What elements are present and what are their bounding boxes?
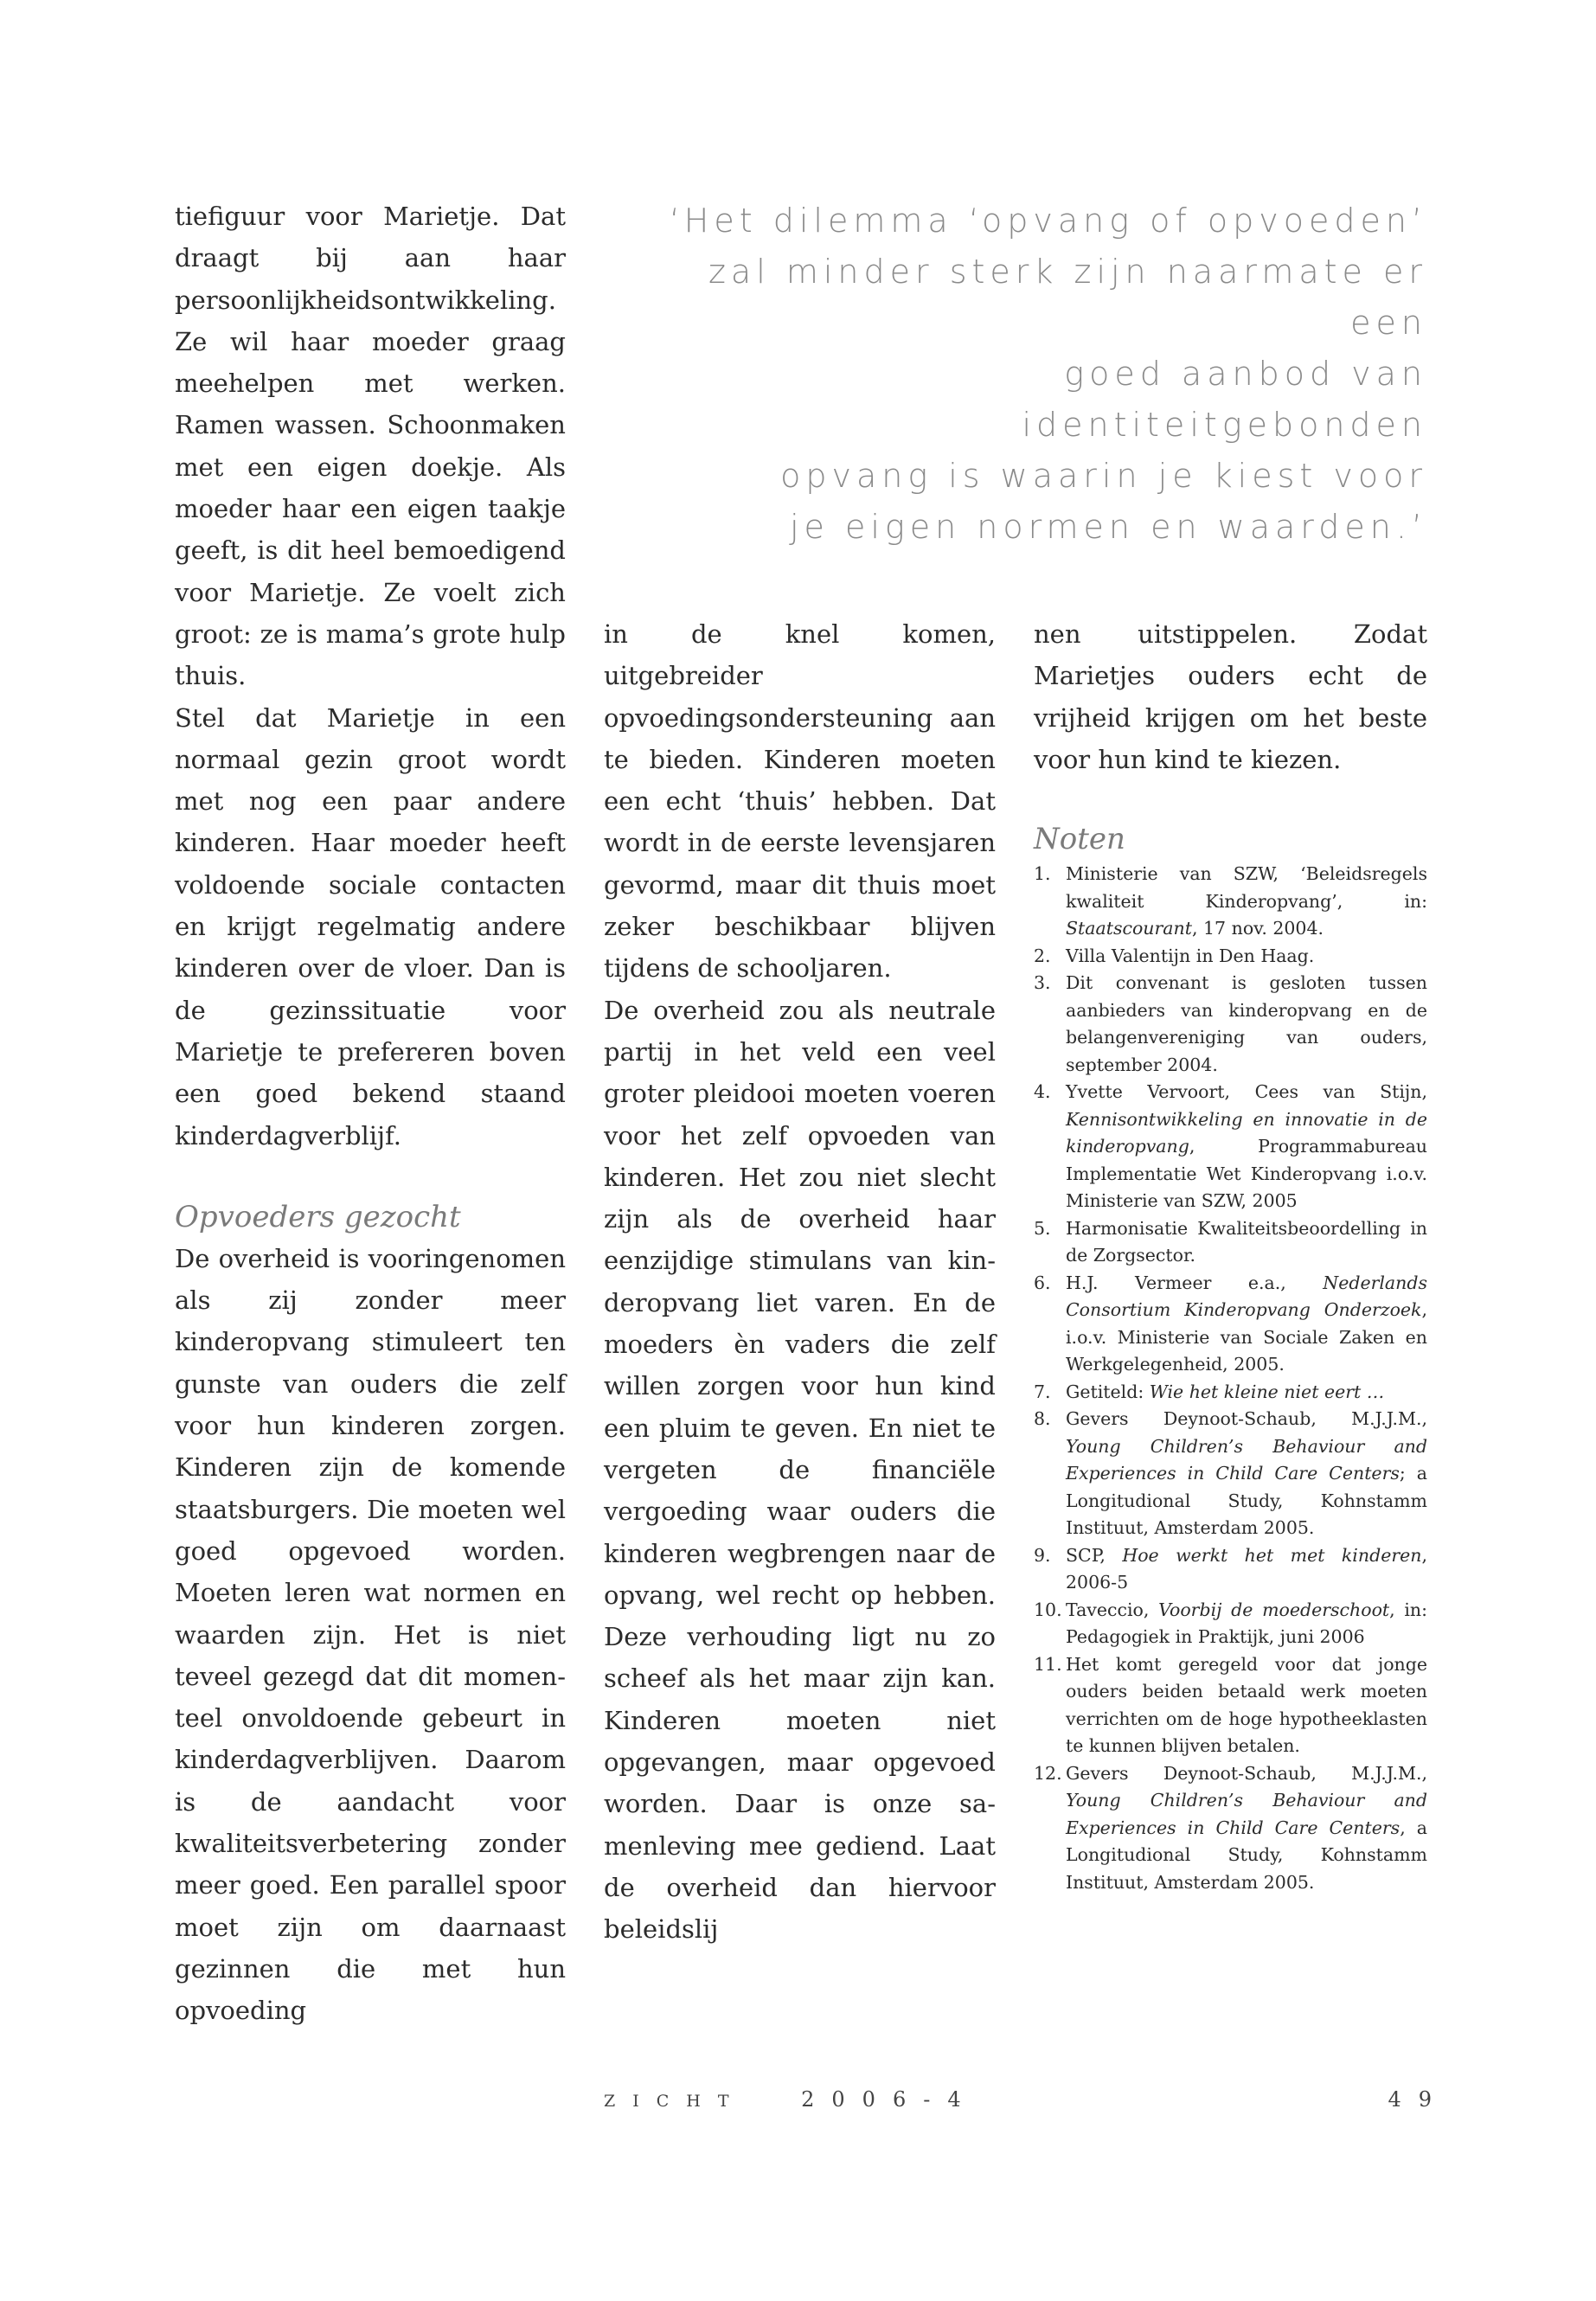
pull-quote-line: opvang is waarin je kiest voor: [780, 457, 1427, 495]
footnote-number: 8.: [1034, 1408, 1051, 1430]
footnote-text: Gevers Deynoot-Schaub, M.J.J.M.,: [1066, 1762, 1427, 1784]
footnote-title: Kennisontwikkeling en innovatie in de kinderopvang: [1066, 1108, 1427, 1157]
pull-quote-line: ‘Het dilemma ‘opvang of opvoeden’: [669, 202, 1427, 240]
footnote-item: [1034, 1542, 1427, 1597]
footnote-title: Young Children’s Behaviour and Experiences in Child Care Centers: [1066, 1790, 1427, 1838]
paragraph: in de knel komen, uitgebreider opvoedingsondersteuning aan te bieden. Kinderen moeten een echt ‘thuis’ hebben. Dat wordt in de eerste levensjaren gevormd, maar dit thuis moet zeker beschikbaar blijven tijdens de schooljaren.: [604, 619, 996, 984]
pull-quote-line: goed aanbod van identiteitgebonden: [1022, 355, 1427, 444]
footnote-title: Wie het kleine niet eert …: [1149, 1381, 1385, 1402]
footnote-number: 2.: [1034, 945, 1051, 966]
footnote-text: Taveccio,: [1066, 1599, 1159, 1620]
footnote-number: 10.: [1034, 1599, 1062, 1620]
paragraph: Stel dat Marietje in een normaal gezin groot wordt met nog een paar andere kinderen. Haar moeder heeft voldoende sociale contacten en krijgt regelmatig andere kinderen over de vloer. Dan is de gezinssituatie voor Marietje te prefereren boven een goed bekend staand kinderdagverblijf.: [175, 702, 566, 1150]
footnote-text: Het komt geregeld voor dat jonge ouders beiden betaald werk moeten verrichten om de hoge hypotheeklasten te kunnen blijven betalen.: [1066, 1653, 1427, 1757]
footnote-number: 1.: [1034, 863, 1051, 885]
footnote-title: Voorbij de moederschoot: [1158, 1599, 1390, 1620]
footnote-text: , Programmabureau Implementatie Wet Kinderopvang i.o.v. Ministerie van SZW, 2005: [1066, 1136, 1427, 1212]
footnote-title: Staatscourant: [1066, 918, 1192, 939]
footnote-text: , a Longitudional Study, Kohnstamm Instituut, Amsterdam 2005.: [1066, 1817, 1427, 1893]
pull-quote-line: je eigen normen en waarden.’: [789, 508, 1427, 546]
notes-list: [1034, 861, 1427, 1896]
paragraph: De overheid is vooringenomen als zij zonder meer kinderopvang stimuleert ten gunste van ouders die zelf voor hun kinderen zorgen. Kinderen zijn de komende staatsburgers. Die moeten wel goed opgevoed worden. Moeten leren wat normen en waarden zijn. Het is niet teveel gezegd dat dit momenteel onvoldoende gebeurt in kinderdagverblijven. Daarom is de aandacht voor kwaliteitsverbetering zonder meer goed. Een parallel spoor moet zijn om daarnaast gezinnen die met hun opvoeding: [175, 1243, 566, 2026]
footnote-item: [1034, 1270, 1427, 1379]
footnote-text: H.J. Vermeer e.a.,: [1066, 1272, 1324, 1293]
footnote-text: SCP,: [1066, 1544, 1123, 1566]
footnote-item: [1034, 1651, 1427, 1760]
footnote-text: Yvette Vervoort, Cees van Stijn,: [1066, 1081, 1427, 1103]
footnote-text: , 17 nov. 2004.: [1191, 918, 1324, 939]
footnote-item: [1034, 970, 1427, 1079]
footnote-number: 9.: [1034, 1544, 1051, 1566]
footnote-item: [1034, 861, 1427, 943]
footnote-number: 4.: [1034, 1081, 1051, 1103]
footnote-number: 7.: [1034, 1381, 1051, 1402]
notes-heading: Noten: [1034, 822, 1125, 857]
footnote-item: [1034, 1760, 1427, 1897]
footer-journal: [604, 2087, 978, 2112]
footnote-title: Nederlands Consortium Kinderopvang Onderzoek: [1066, 1272, 1427, 1321]
footnote-number: 6.: [1034, 1272, 1051, 1293]
footnote-text: , 2006-5: [1066, 1544, 1427, 1593]
footnote-text: Gevers Deynoot-Schaub, M.J.J.M.,: [1066, 1408, 1427, 1430]
footnote-text: Harmonisatie Kwaliteitsbeoordelling in de Zorgsector.: [1066, 1217, 1427, 1266]
section-heading: Opvoeders gezocht: [175, 1199, 461, 1234]
footnote-text: Getiteld:: [1066, 1381, 1150, 1402]
footnote-item: [1034, 1597, 1427, 1651]
pull-quote: [649, 195, 1427, 553]
footnote-number: 12.: [1034, 1762, 1062, 1784]
footnote-number: 5.: [1034, 1217, 1051, 1239]
text-column-right: [1034, 613, 1427, 1896]
paragraph: tiefiguur voor Marietje. Dat draagt bij aan haar persoonlijkheidsontwikkeling. Ze wil haar moeder graag meehelpen met werken. Ramen wassen. Schoonmaken met een eigen doekje. Als moeder haar een eigen taakje geeft, is dit heel bemoedigend voor Marietje. Ze voelt zich groot: ze is mama’s grote hulp thuis.: [175, 202, 566, 691]
footnote-number: 11.: [1034, 1653, 1062, 1675]
footnote-text: , in: Pedagogiek in Praktijk, juni 2006: [1066, 1599, 1428, 1648]
footnote-text: ; a Longitudional Study, Kohnstamm Instituut, Amsterdam 2005.: [1066, 1463, 1427, 1539]
pull-quote-line: zal minder sterk zijn naarmate er een: [708, 253, 1427, 342]
footnote-title: Young Children’s Behaviour and Experiences in Child Care Centers: [1066, 1435, 1427, 1484]
page-number: 49: [1388, 2087, 1449, 2112]
footnote-item: [1034, 1379, 1427, 1407]
journal-issue: 2006-4: [801, 2087, 978, 2112]
footnote-item: [1034, 1079, 1427, 1215]
footnote-item: [1034, 1215, 1427, 1270]
footnote-item: [1034, 943, 1427, 971]
paragraph: De overheid zou als neutrale partij in het veld een veel groter pleidooi moeten voeren voor het zelf opvoeden van kinderen. Het zou niet slecht zijn als de overheid haar eenzijdige stimulans van kinderopvang liet varen. En de moeders èn vaders die zelf willen zorgen voor hun kind een pluim te geven. En niet te vergeten de financiële vergoeding waar ouders die kinderen wegbrengen naar de opvang, wel recht op hebben. Deze verhouding ligt nu zo scheef als het maar zijn kan. Kinderen moeten niet opgevangen, maar opgevoed worden. Daar is onze samenleving mee gediend. Laat de overheid dan hiervoor beleidslij: [604, 995, 996, 1945]
footnote-title: Hoe werkt het met kinderen: [1122, 1544, 1422, 1566]
paragraph: nen uitstippelen. Zodat Marietjes ouders echt de vrijheid krijgen om het beste voor hun kind te kiezen.: [1034, 619, 1427, 774]
footnote-text: Dit convenant is gesloten tussen aanbieders van kinderopvang en de belangenvereniging van ouders, september 2004.: [1066, 972, 1427, 1075]
journal-name: ZICHT: [604, 2092, 747, 2111]
text-column-middle: [604, 613, 996, 1951]
footnote-text: Villa Valentijn in Den Haag.: [1066, 945, 1315, 966]
footnote-item: [1034, 1406, 1427, 1542]
text-column-left: [175, 195, 566, 2031]
footnote-text: , i.o.v. Ministerie van Sociale Zaken en Werkgelegenheid, 2005.: [1066, 1299, 1427, 1375]
footnote-text: Ministerie van SZW, ‘Beleidsregels kwaliteit Kinderopvang’, in:: [1066, 863, 1427, 912]
footnote-number: 3.: [1034, 972, 1051, 994]
